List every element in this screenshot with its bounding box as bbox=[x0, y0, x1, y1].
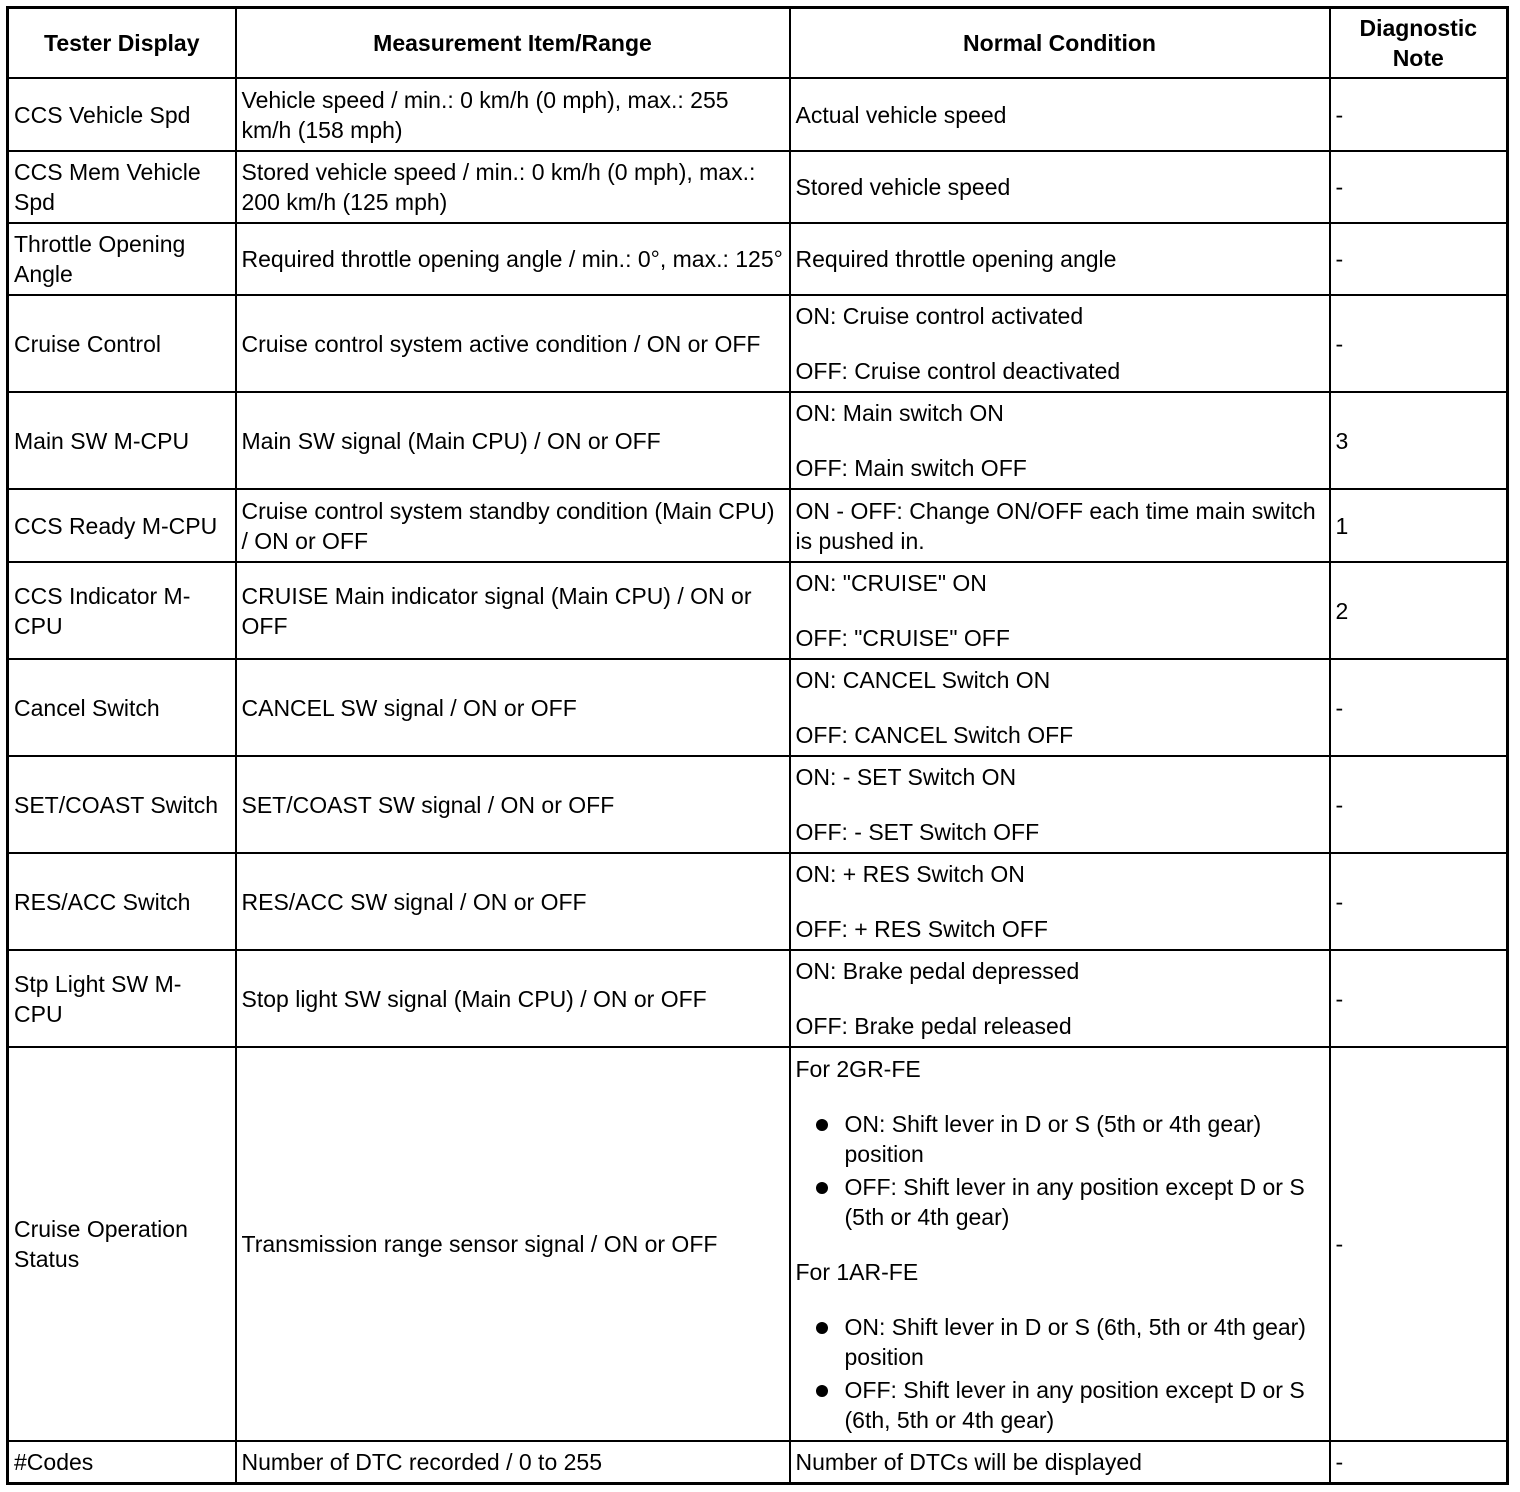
cell-normal-condition bbox=[790, 489, 1330, 562]
cell-diagnostic-note: - bbox=[1330, 151, 1508, 223]
header-measurement: Measurement Item/Range bbox=[236, 8, 790, 79]
table-row bbox=[8, 295, 1508, 392]
table-header bbox=[8, 8, 1508, 79]
cell-diagnostic-note: - bbox=[1330, 295, 1508, 392]
cell-measurement: Main SW signal (Main CPU) / ON or OFF bbox=[236, 392, 790, 489]
cell-diagnostic-note: 2 bbox=[1330, 562, 1508, 659]
cell-tester-display: Cruise Operation Status bbox=[8, 1047, 236, 1441]
cell-measurement: Number of DTC recorded / 0 to 255 bbox=[236, 1441, 790, 1483]
cell-normal-condition bbox=[790, 151, 1330, 223]
header-row bbox=[8, 8, 1508, 79]
normal-line-off: OFF: - SET Switch OFF bbox=[795, 819, 1040, 845]
table-row bbox=[8, 562, 1508, 659]
cell-measurement: CANCEL SW signal / ON or OFF bbox=[236, 659, 790, 756]
normal-line-off: OFF: Cruise control deactivated bbox=[795, 358, 1121, 384]
cell-tester-display: Cancel Switch bbox=[8, 659, 236, 756]
cell-tester-display: CCS Ready M-CPU bbox=[8, 489, 236, 562]
list-item-text: OFF: Shift lever in any position except D or S (6th, 5th or 4th gear) bbox=[844, 1376, 1305, 1433]
engine-group-title: For 1AR-FE bbox=[795, 1258, 919, 1285]
bullet-dot-icon bbox=[816, 1385, 828, 1397]
cell-normal-condition bbox=[790, 295, 1330, 392]
cell-tester-display: Main SW M-CPU bbox=[8, 392, 236, 489]
normal-line: Required throttle opening angle bbox=[795, 246, 1117, 272]
normal-line-off: OFF: CANCEL Switch OFF bbox=[795, 722, 1074, 748]
bullet-dot-icon bbox=[816, 1182, 828, 1194]
cell-diagnostic-note: - bbox=[1330, 78, 1508, 151]
normal-line-on: ON: CANCEL Switch ON bbox=[795, 667, 1051, 693]
cell-measurement: CRUISE Main indicator signal (Main CPU) / ON or OFF bbox=[236, 562, 790, 659]
cell-normal-condition bbox=[790, 756, 1330, 853]
cell-normal-condition: Number of DTCs will be displayed bbox=[790, 1441, 1330, 1483]
bullet-dot-icon bbox=[816, 1322, 828, 1334]
list-item-text: OFF: Shift lever in any position except D or S (5th or 4th gear) bbox=[844, 1173, 1305, 1230]
cell-diagnostic-note: - bbox=[1330, 1441, 1508, 1483]
cell-diagnostic-note: - bbox=[1330, 659, 1508, 756]
list-item-text: ON: Shift lever in D or S (5th or 4th gear) position bbox=[844, 1110, 1262, 1167]
table-body bbox=[8, 78, 1508, 1483]
cell-diagnostic-note: 1 bbox=[1330, 489, 1508, 562]
cell-measurement: Cruise control system standby condition (Main CPU) / ON or OFF bbox=[236, 489, 790, 562]
cell-normal-condition bbox=[790, 562, 1330, 659]
normal-line-on: ON: + RES Switch ON bbox=[795, 861, 1025, 887]
normal-line-on: ON: Cruise control activated bbox=[795, 303, 1084, 329]
table-row bbox=[8, 78, 1508, 151]
cell-measurement: Cruise control system active condition / ON or OFF bbox=[236, 295, 790, 392]
cell-diagnostic-note: 3 bbox=[1330, 392, 1508, 489]
data-list-table bbox=[6, 6, 1509, 1485]
cell-measurement: RES/ACC SW signal / ON or OFF bbox=[236, 853, 790, 950]
cell-diagnostic-note: - bbox=[1330, 950, 1508, 1047]
cell-measurement: Transmission range sensor signal / ON or OFF bbox=[236, 1047, 790, 1441]
cell-normal-condition bbox=[790, 1047, 1330, 1441]
table-row bbox=[8, 756, 1508, 853]
normal-line-off: OFF: Main switch OFF bbox=[795, 455, 1027, 481]
cell-tester-display: Throttle Opening Angle bbox=[8, 223, 236, 295]
table-row bbox=[8, 151, 1508, 223]
table-row bbox=[8, 659, 1508, 756]
cell-diagnostic-note: - bbox=[1330, 1047, 1508, 1441]
data-list-sheet bbox=[6, 6, 1509, 1485]
cell-tester-display: SET/COAST Switch bbox=[8, 756, 236, 853]
table-row bbox=[8, 489, 1508, 562]
table-row bbox=[8, 950, 1508, 1047]
cell-normal-condition bbox=[790, 853, 1330, 950]
normal-line-on: ON: - SET Switch ON bbox=[795, 764, 1017, 790]
list-item-text: ON: Shift lever in D or S (6th, 5th or 4th gear) position bbox=[844, 1313, 1306, 1370]
table-row bbox=[8, 223, 1508, 295]
list-item bbox=[796, 1109, 1324, 1169]
cell-tester-display: CCS Mem Vehicle Spd bbox=[8, 151, 236, 223]
cell-measurement: Required throttle opening angle / min.: 0°, max.: 125° bbox=[236, 223, 790, 295]
cell-normal-condition bbox=[790, 659, 1330, 756]
cell-diagnostic-note: - bbox=[1330, 756, 1508, 853]
table-row bbox=[8, 1047, 1508, 1441]
cell-diagnostic-note: - bbox=[1330, 223, 1508, 295]
cell-normal-condition bbox=[790, 950, 1330, 1047]
cell-tester-display: Stp Light SW M-CPU bbox=[8, 950, 236, 1047]
list-item bbox=[796, 1375, 1324, 1435]
list-item bbox=[796, 1172, 1324, 1232]
normal-line-on: ON: Main switch ON bbox=[795, 400, 1004, 426]
cell-measurement: Stop light SW signal (Main CPU) / ON or OFF bbox=[236, 950, 790, 1047]
cell-normal-condition bbox=[790, 392, 1330, 489]
engine-group-title: For 2GR-FE bbox=[795, 1055, 921, 1082]
cell-measurement: Vehicle speed / min.: 0 km/h (0 mph), max.: 255 km/h (158 mph) bbox=[236, 78, 790, 151]
table-row bbox=[8, 1441, 1508, 1483]
normal-line: Actual vehicle speed bbox=[795, 101, 1007, 128]
list-item bbox=[796, 1312, 1324, 1372]
normal-line-off: OFF: "CRUISE" OFF bbox=[795, 625, 1010, 651]
cell-tester-display: CCS Vehicle Spd bbox=[8, 78, 236, 151]
header-normal-condition: Normal Condition bbox=[790, 8, 1330, 79]
normal-line-off: OFF: + RES Switch OFF bbox=[795, 916, 1048, 942]
bullet-list bbox=[796, 1312, 1324, 1435]
bullet-list bbox=[796, 1109, 1324, 1232]
cell-tester-display: RES/ACC Switch bbox=[8, 853, 236, 950]
cell-normal-condition bbox=[790, 223, 1330, 295]
cell-tester-display: #Codes bbox=[8, 1441, 236, 1483]
cell-normal-condition bbox=[790, 78, 1330, 151]
normal-line-off: OFF: Brake pedal released bbox=[795, 1013, 1072, 1039]
normal-line-on: ON: "CRUISE" ON bbox=[795, 570, 987, 596]
cell-measurement: SET/COAST SW signal / ON or OFF bbox=[236, 756, 790, 853]
normal-line-on: ON: Brake pedal depressed bbox=[795, 958, 1080, 984]
normal-line: ON - OFF: Change ON/OFF each time main switch is pushed in. bbox=[795, 497, 1316, 554]
cell-tester-display: CCS Indicator M-CPU bbox=[8, 562, 236, 659]
header-tester-display: Tester Display bbox=[8, 8, 236, 79]
table-row bbox=[8, 392, 1508, 489]
normal-line: Stored vehicle speed bbox=[795, 174, 1011, 200]
bullet-dot-icon bbox=[816, 1119, 828, 1131]
cell-diagnostic-note: - bbox=[1330, 853, 1508, 950]
header-diagnostic-note: Diagnostic Note bbox=[1330, 8, 1508, 79]
table-row bbox=[8, 853, 1508, 950]
cell-tester-display: Cruise Control bbox=[8, 295, 236, 392]
cell-measurement: Stored vehicle speed / min.: 0 km/h (0 mph), max.: 200 km/h (125 mph) bbox=[236, 151, 790, 223]
